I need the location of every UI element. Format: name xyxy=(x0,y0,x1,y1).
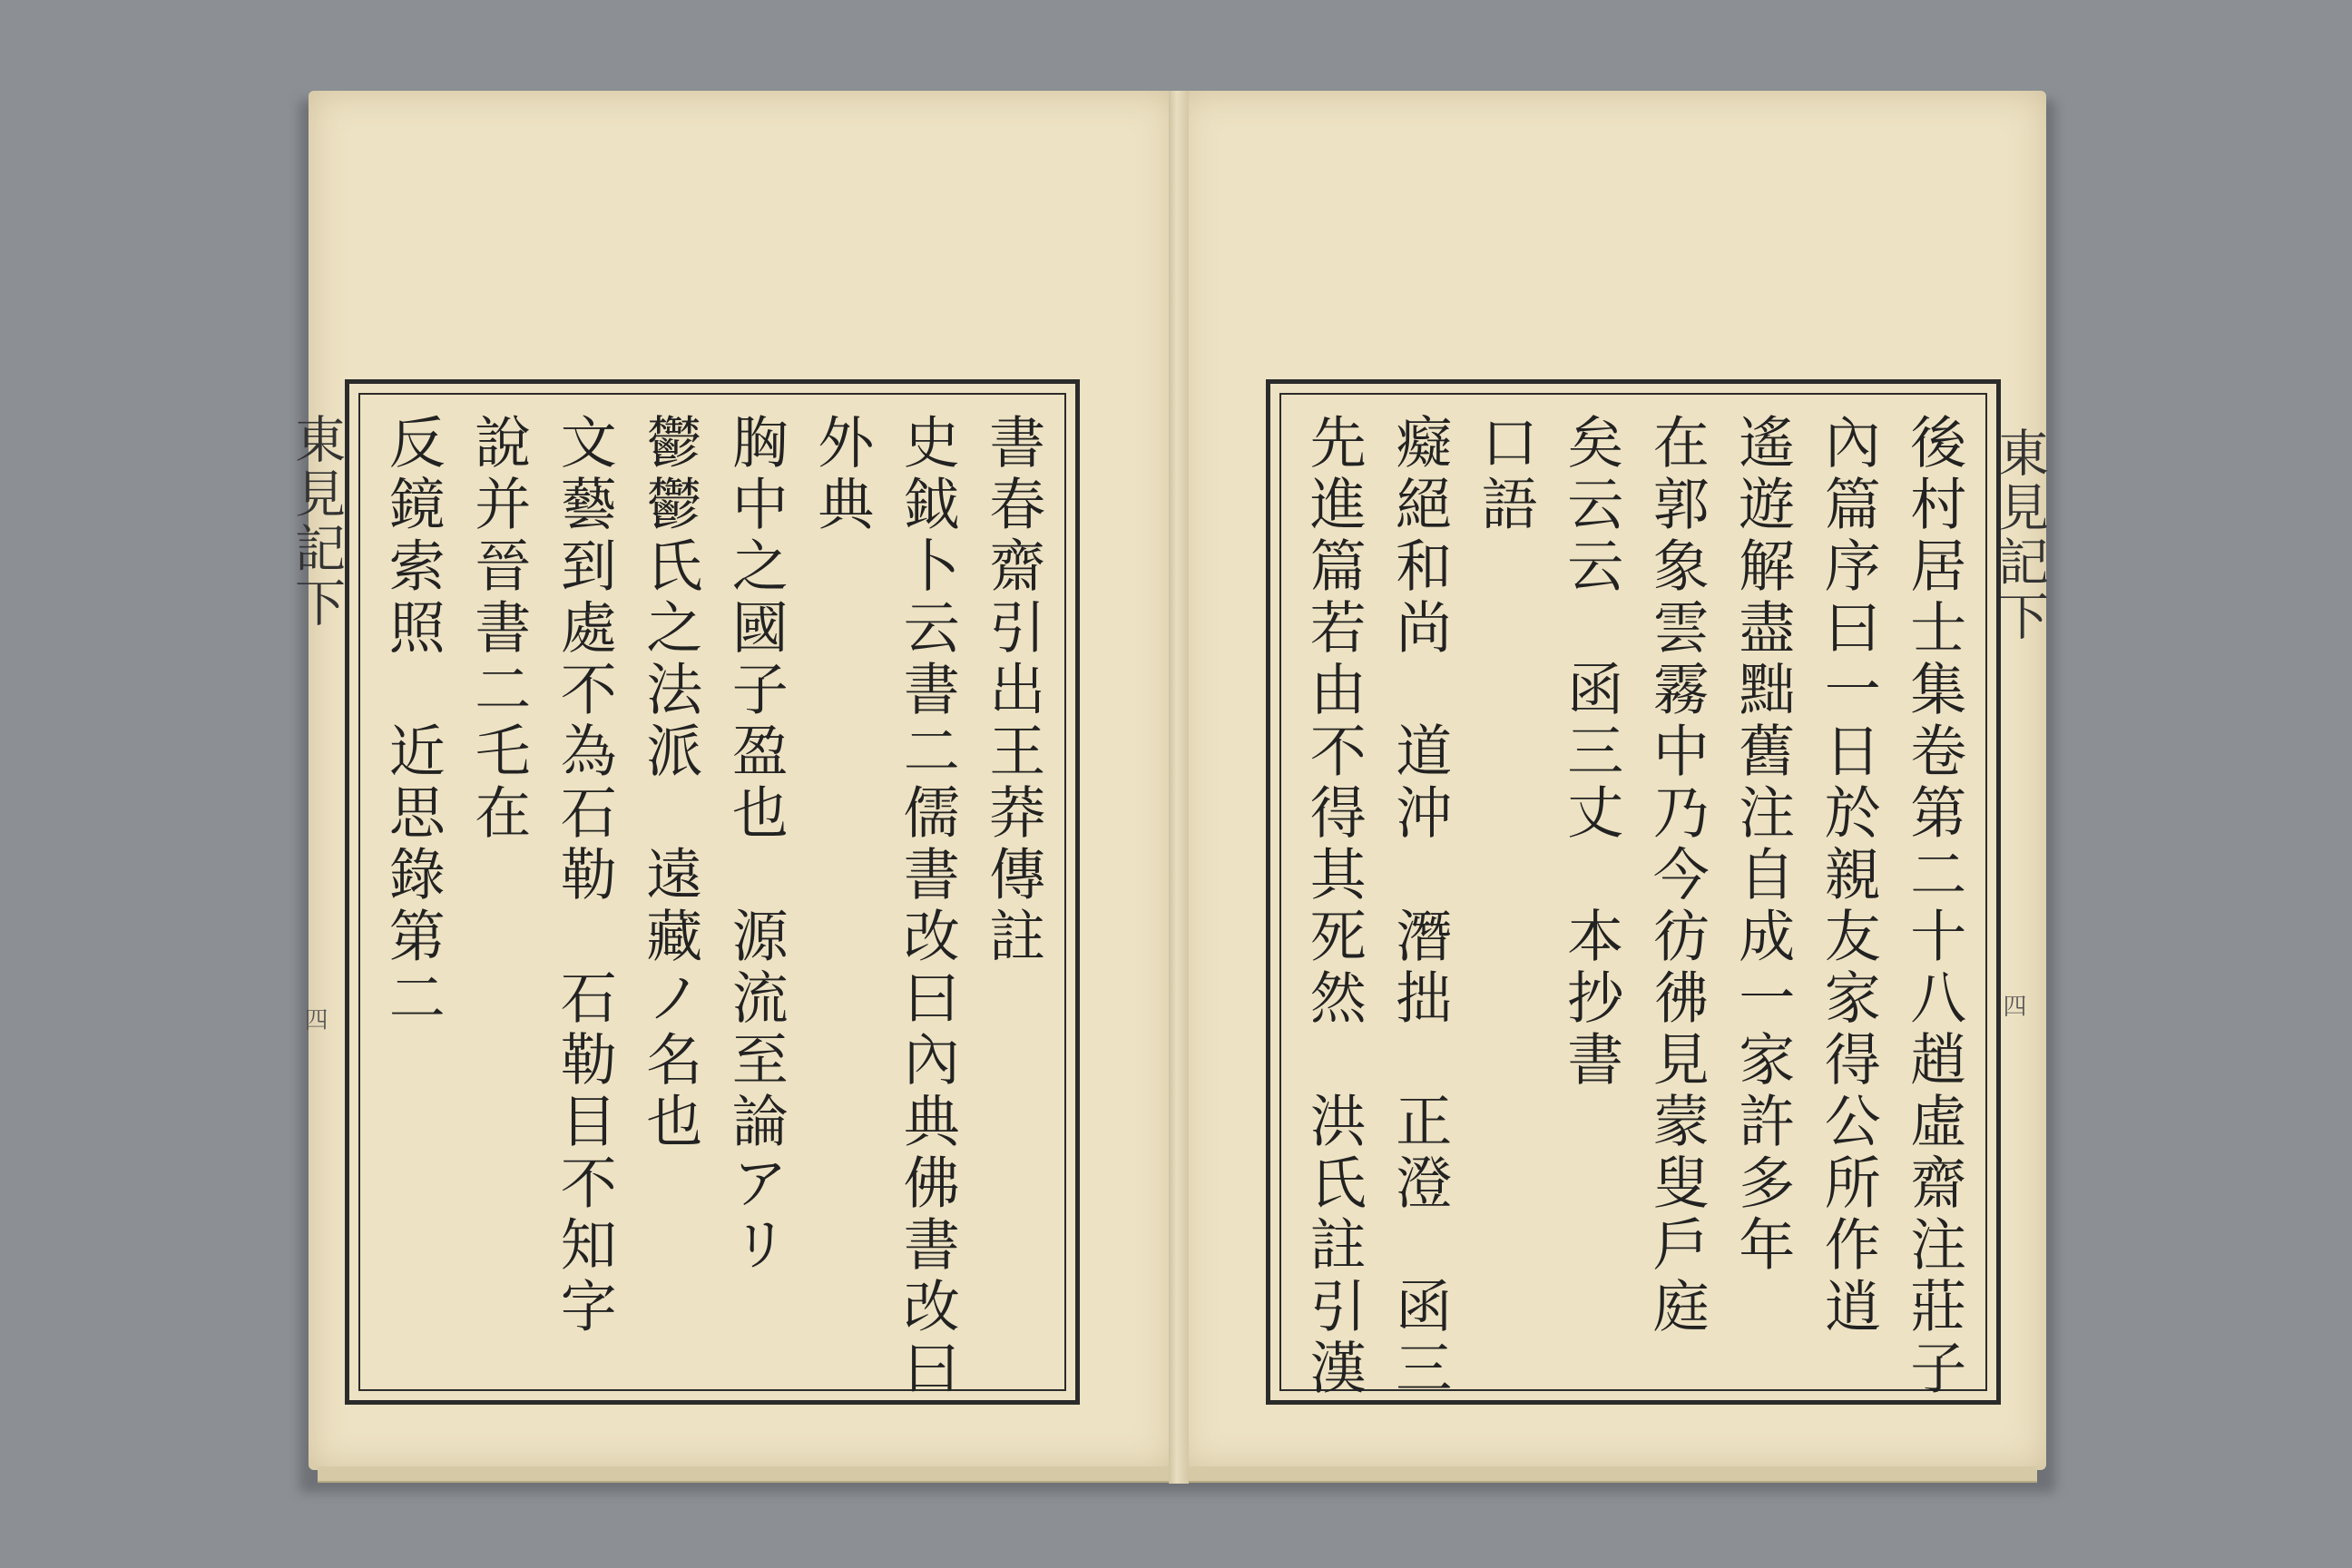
text-column: 矣云云 函三丈 本抄書 xyxy=(1557,413,1624,1092)
right-text-frame xyxy=(1266,379,2001,1405)
left-text-frame xyxy=(345,379,1080,1405)
text-column: 書春齋引出王莽傳註 xyxy=(979,413,1046,968)
text-column: 內篇序曰一日於親友家得公所作逍 xyxy=(1815,413,1882,1338)
text-column: 在郭象雲霧中乃今彷彿見蒙叟戶庭 xyxy=(1643,413,1710,1338)
right-margin-title: 東見記下 xyxy=(1990,426,2049,644)
text-column: 後村居士集卷第二十八趙虛齋注莊子 xyxy=(1900,413,1967,1400)
right-margin-folio: 四 xyxy=(1999,994,2026,1017)
text-column: 史鉞卜云書二儒書改曰內典佛書改曰 xyxy=(894,413,961,1400)
left-margin-folio: 四 xyxy=(300,1007,328,1031)
text-column: 癡絕和尚 道沖 潛拙 正澄 函三 xyxy=(1386,413,1453,1400)
book-spine xyxy=(1169,91,1189,1484)
page-edges xyxy=(318,1466,1175,1483)
left-text-block xyxy=(358,393,1066,1400)
text-column: 外典 xyxy=(808,413,875,536)
text-column: 鬱鬱氏之法派 遠藏ノ名也 xyxy=(636,413,703,1153)
text-column: 先進篇若由不得其死然 洪氏註引漢 xyxy=(1300,413,1367,1400)
text-column: 遙遊解盡黜舊注自成一家許多年 xyxy=(1729,413,1796,1277)
page-edges xyxy=(1180,1466,2037,1483)
text-column: 口語 xyxy=(1472,413,1539,536)
text-column: 文藝到處不為石勒 石勒目不知字 xyxy=(551,413,618,1338)
text-column: 胸中之國子盈也 源流至論アリ xyxy=(722,413,789,1277)
text-column: 反鏡索照 近思錄第二 xyxy=(379,413,446,1030)
text-column: 說并晉書二乇在 xyxy=(465,413,532,845)
left-margin-title: 東見記下 xyxy=(287,413,346,631)
right-text-block xyxy=(1279,393,1987,1400)
